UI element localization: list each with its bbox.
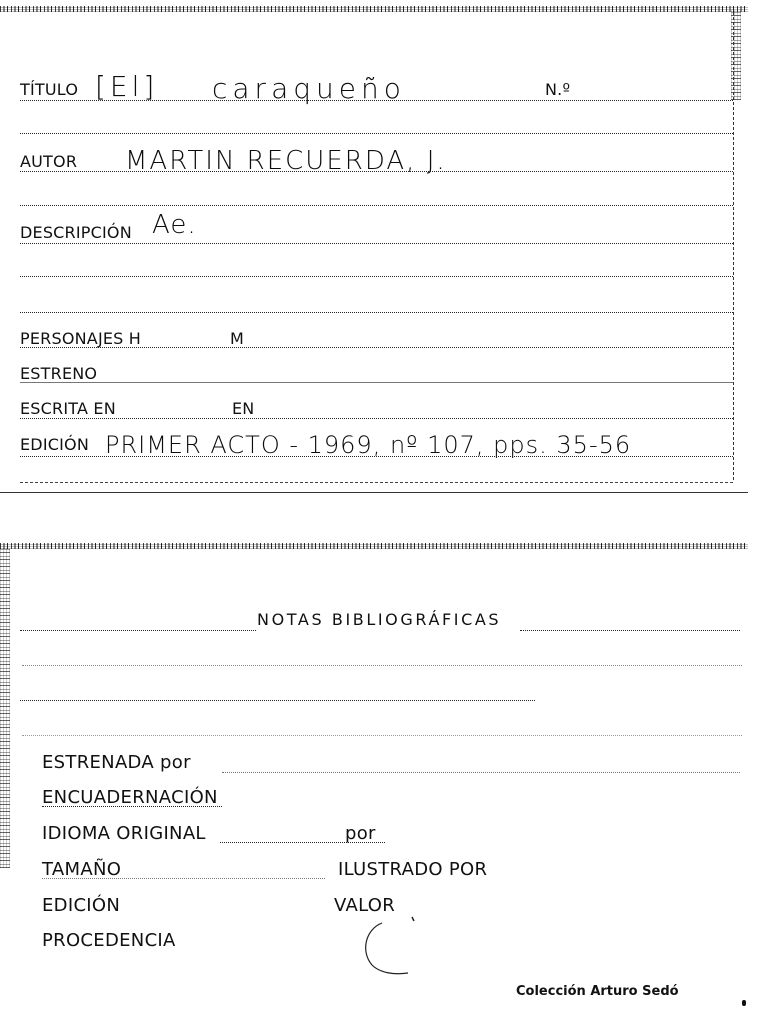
- edition-line: [20, 456, 733, 457]
- back-card-top-edge: [0, 543, 748, 549]
- blank-line-1: [20, 133, 733, 134]
- front-card-top-edge: [0, 6, 748, 12]
- notes-heading: NOTAS BIBLIOGRÁFICAS: [257, 610, 502, 629]
- premiere-line: [20, 382, 733, 383]
- illustrated-by-label: ILUSTRADO POR: [338, 859, 488, 880]
- title-label: TÍTULO: [20, 80, 79, 99]
- provenance-label: PROCEDENCIA: [42, 930, 176, 951]
- edition-label: EDICIÓN: [20, 435, 90, 454]
- title-line: [20, 100, 733, 101]
- author-line: [20, 171, 733, 172]
- premiere-label: ESTRENO: [20, 364, 98, 383]
- corner-mark: [742, 1000, 746, 1006]
- edition-handwritten: PRIMER ACTO - 1969, nº 107, pps. 35-56: [105, 431, 632, 459]
- original-language-label: IDIOMA ORIGINAL: [42, 823, 206, 844]
- author-label: AUTOR: [20, 152, 78, 171]
- written-en-label: EN: [232, 399, 255, 418]
- written-line: [20, 418, 733, 419]
- description-line: [20, 243, 733, 244]
- description-handwritten: Ae.: [152, 210, 197, 240]
- premiered-by-line: [222, 772, 740, 773]
- binding-line: [42, 806, 222, 807]
- notes-line-4: [22, 735, 742, 736]
- back-edition-label: EDICIÓN: [42, 895, 121, 916]
- characters-line: [20, 347, 733, 348]
- size-label: TAMAÑO: [42, 859, 122, 880]
- card-separator-line: [0, 492, 748, 493]
- title-handwritten: caraqueño: [212, 72, 406, 105]
- characters-m-label: M: [230, 329, 245, 348]
- description-label: DESCRIPCIÓN: [20, 223, 132, 242]
- characters-label: PERSONAJES H: [20, 329, 142, 348]
- size-line: [42, 878, 325, 879]
- premiered-by-label: ESTRENADA por: [42, 752, 191, 773]
- faint-stamp-mark: [352, 915, 422, 980]
- by-label: por: [345, 823, 376, 844]
- title-article-handwritten: [El]: [95, 70, 159, 103]
- blank-line-4: [20, 312, 733, 313]
- blank-line-2: [20, 205, 733, 206]
- binding-label: ENCUADERNACIÓN: [42, 787, 218, 808]
- front-card-bottom-edge: [20, 482, 733, 483]
- blank-line-3: [20, 276, 733, 277]
- value-label: VALOR: [334, 895, 396, 916]
- collection-imprint: Colección Arturo Sedó: [516, 984, 679, 999]
- notes-line-1b: [520, 630, 740, 631]
- front-card-right-border: [733, 12, 734, 480]
- back-card-left-edge: [0, 548, 10, 868]
- written-label: ESCRITA EN: [20, 399, 116, 418]
- notes-line-1a: [20, 630, 256, 631]
- notes-line-2: [22, 665, 742, 666]
- author-handwritten: MARTIN RECUERDA, J.: [125, 146, 447, 176]
- notes-line-3: [20, 700, 535, 701]
- number-label: N.º: [545, 80, 571, 99]
